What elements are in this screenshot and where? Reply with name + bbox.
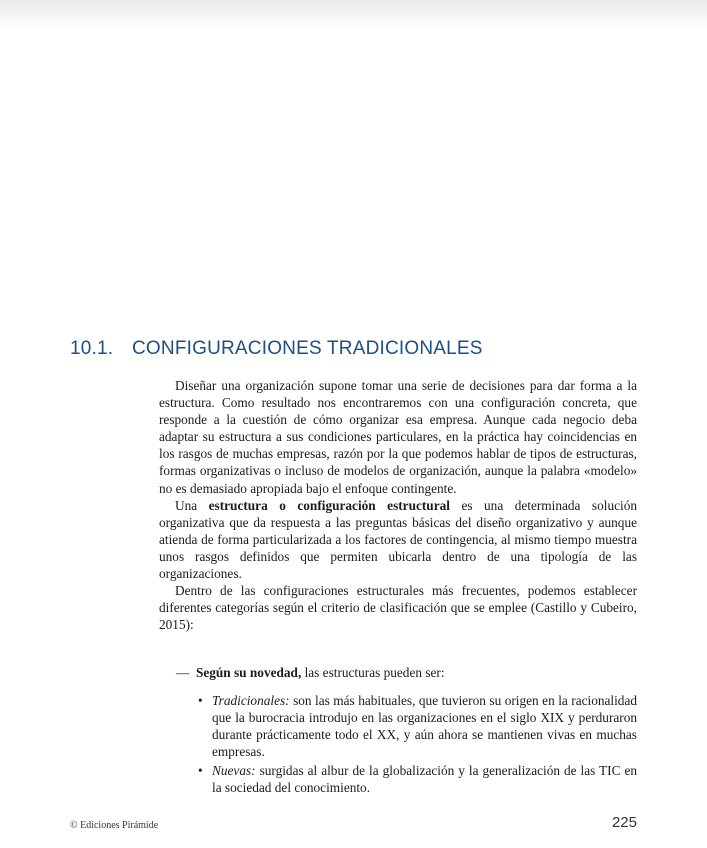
dash-item-text: las estructuras pueden ser: xyxy=(301,665,445,680)
paragraph-1: Diseñar una organización supone tomar una serie de decisiones para dar forma a la estructura. Como resultado nos encontraremos con una configuración concreta, que responde a la cuestión de cómo organizar esa empresa. Aunque cada negocio deba adaptar su estructura a sus condiciones particulares, en la práctica hay coincidencias en los rasgos de muchas empresas, razón por la que podemos hablar de tipos de estructuras, formas organizativas o incluso de modelos de organización, aunque la palabra «modelo» no es demasiado apropiada bajo el enfoque contingente. xyxy=(159,378,637,496)
bullet-marker: • xyxy=(198,693,203,708)
body-text xyxy=(159,377,637,633)
paragraph-2-lead: Una xyxy=(175,497,209,513)
section-number: 10.1. xyxy=(70,338,114,359)
section-heading xyxy=(70,338,483,360)
footer-publisher: © Ediciones Pirámide xyxy=(70,820,159,831)
bullet-list xyxy=(197,692,637,799)
bullet-term: Nuevas: xyxy=(212,763,256,779)
dash-marker: — xyxy=(176,665,190,680)
section-title: CONFIGURACIONES TRADICIONALES xyxy=(132,338,483,359)
paragraph-2-bold-term: estructura o configuración estructural xyxy=(208,497,450,513)
paragraph-2 xyxy=(159,497,637,582)
bullet-item-nuevas xyxy=(197,762,637,796)
bullet-item-tradicionales xyxy=(197,692,637,760)
dash-list-item xyxy=(176,664,636,681)
paragraph-3: Dentro de las configuraciones estructurales más frecuentes, podemos establecer diferentes categorías según el criterio de clasificación que se emplee (Castillo y Cubeiro, 2015): xyxy=(159,583,637,633)
bullet-term: Tradicionales: xyxy=(212,693,290,708)
dash-item-bold: Según su novedad, xyxy=(195,665,302,680)
bullet-text: son las más habituales, que tuvieron su origen en la racionalidad que la burocracia introdujo en las organizaciones en el siglo XIX y perduraron durante prácticamente todo el XX, y aún ahora se mantienen vivas en muchas empresas. xyxy=(212,693,637,760)
paragraph-2-rest: es una determinada solución organizativa que da respuesta a las preguntas básicas del diseño organizativo y aunque atienda de forma particularizada a los factores de contingencia, al mismo tiempo muestra unos rasgos definidos que permiten ubicarla dentro de una tipología de las organizaciones. xyxy=(159,497,637,582)
page-top-shadow xyxy=(0,0,707,30)
bullet-marker: • xyxy=(198,763,203,779)
bullet-text: surgidas al albur de la globalización y la generalización de las TIC en la sociedad del conocimiento. xyxy=(212,763,637,796)
page-number: 225 xyxy=(611,814,637,831)
